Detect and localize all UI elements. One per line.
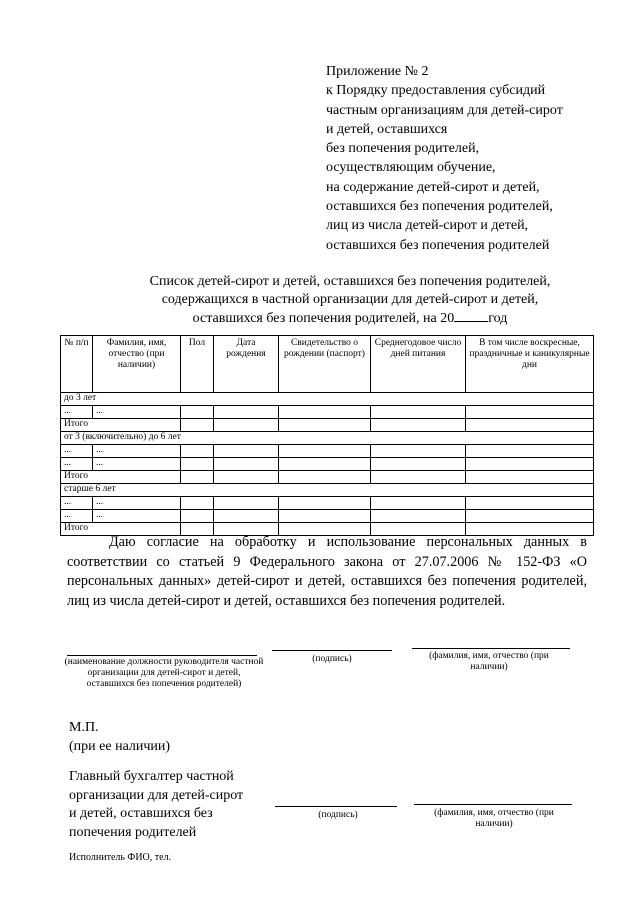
- table-section-row: [61, 432, 594, 445]
- position-line[interactable]: [67, 655, 257, 656]
- cell: [214, 510, 279, 523]
- header-holidays: В том числе воскресные, праздничные и каникулярные дни: [466, 336, 594, 393]
- header-days: Среднегодовое число дней питания: [371, 336, 466, 393]
- cell: [466, 497, 594, 510]
- accountant-line: попечения родителей: [69, 824, 197, 840]
- cell: [181, 445, 214, 458]
- title-line-3-prefix: оставшихся без попечения родителей, на 20: [192, 311, 455, 326]
- cell-num: ...: [61, 510, 93, 523]
- accountant-line: и детей, оставшихся без: [69, 806, 213, 821]
- document-title: [60, 273, 640, 328]
- header-cert: Свидетельство о рождении (паспорт): [279, 336, 371, 393]
- cell: [214, 419, 279, 432]
- cell: [214, 497, 279, 510]
- total-label: Итого: [61, 471, 181, 484]
- accountant-name-caption: (фамилия, имя, отчество (при наличии): [434, 808, 554, 829]
- cell-num: ...: [61, 458, 93, 471]
- cell: [371, 445, 466, 458]
- position-caption: (наименование должности руководителя частной организации для детей-сирот и детей, оставшихся без попечения родителей): [64, 657, 264, 689]
- appendix-block: [326, 62, 616, 255]
- signature-line[interactable]: [272, 650, 392, 651]
- cell: [279, 471, 371, 484]
- cell: [279, 419, 371, 432]
- cell: [214, 458, 279, 471]
- table-row: [61, 445, 594, 458]
- section-label: старше 6 лет: [61, 484, 594, 497]
- cell: [181, 471, 214, 484]
- table-row: [61, 406, 594, 419]
- cell: [279, 406, 371, 419]
- appendix-line: к Порядку предоставления субсидий: [326, 83, 546, 99]
- cell: [214, 445, 279, 458]
- name-caption: (фамилия, имя, отчество (при наличии): [429, 651, 549, 672]
- cell: [371, 497, 466, 510]
- children-table: [60, 335, 594, 536]
- cell: [371, 510, 466, 523]
- cell-name: ...: [93, 406, 181, 419]
- appendix-line: без попечения родителей,: [326, 141, 480, 157]
- cell: [181, 497, 214, 510]
- year-blank[interactable]: [454, 309, 488, 322]
- accountant-name-line[interactable]: [414, 804, 572, 805]
- accountant-block: [69, 768, 279, 842]
- stamp-block: [69, 718, 170, 756]
- cell: [466, 471, 594, 484]
- header-birth: Дата рождения: [214, 336, 279, 393]
- cell-name: ...: [93, 458, 181, 471]
- appendix-line: и детей, оставшихся: [326, 121, 448, 137]
- cell: [279, 445, 371, 458]
- table-row: [61, 458, 594, 471]
- cell: [214, 471, 279, 484]
- header-name: Фамилия, имя, отчество (при наличии): [93, 336, 181, 393]
- cell-name: ...: [93, 445, 181, 458]
- cell: [466, 458, 594, 471]
- total-label: Итого: [61, 523, 181, 536]
- cell: [181, 406, 214, 419]
- cell: [279, 458, 371, 471]
- cell: [279, 497, 371, 510]
- cell: [371, 406, 466, 419]
- accountant-line: Главный бухгалтер частной: [69, 769, 234, 784]
- consent-paragraph: [67, 533, 587, 611]
- appendix-line: на содержание детей-сирот и детей,: [326, 179, 540, 195]
- table-row: [61, 497, 594, 510]
- table-total-row: [61, 419, 594, 432]
- cell: [371, 419, 466, 432]
- cell: [466, 419, 594, 432]
- accountant-signature-caption: (подпись): [318, 810, 358, 820]
- appendix-line: оставшихся без попечения родителей: [326, 237, 550, 253]
- cell: [181, 510, 214, 523]
- appendix-line: осуществляющим обучение,: [326, 160, 496, 176]
- appendix-line: лиц из числа детей-сирот и детей,: [326, 218, 529, 234]
- title-line-3-suffix: год: [488, 311, 508, 326]
- appendix-line: частным организациям для детей-сирот: [326, 102, 563, 118]
- cell: [181, 458, 214, 471]
- title-line-3: [60, 309, 640, 328]
- cell: [214, 406, 279, 419]
- accountant-line: организации для детей-сирот: [69, 787, 244, 803]
- stamp-note: (при ее наличии): [69, 739, 171, 754]
- cell-name: ...: [93, 510, 181, 523]
- table-section-row: [61, 484, 594, 497]
- consent-text: Даю согласие на обработку и использование персональных данных в соответствии со статьей 9 Федерального закона от 27.07.2006 № 152-ФЗ «О персональных данных» детей-сирот и детей, оставшихся без попечения родителей, лиц из числа детей-сирот и детей, оставшихся без попечения родителей.: [67, 534, 587, 609]
- signature-caption: (подпись): [312, 654, 352, 664]
- cell: [181, 419, 214, 432]
- header-sex: Пол: [181, 336, 214, 393]
- cell: [466, 406, 594, 419]
- table-row: [61, 510, 594, 523]
- cell: [279, 510, 371, 523]
- section-label: до 3 лет: [61, 393, 594, 406]
- title-line-2: содержащихся в частной организации для детей-сирот и детей,: [161, 292, 539, 307]
- table-header-row: [61, 336, 594, 393]
- title-line-1: Список детей-сирот и детей, оставшихся без попечения родителей,: [149, 274, 551, 289]
- total-label: Итого: [61, 419, 181, 432]
- table-section-row: [61, 393, 594, 406]
- cell: [371, 471, 466, 484]
- stamp-mp: М.П.: [69, 720, 99, 735]
- table-total-row: [61, 471, 594, 484]
- section-label: от 3 (включительно) до 6 лет: [61, 432, 594, 445]
- appendix-line: Приложение № 2: [326, 64, 429, 79]
- executor-line: Исполнитель ФИО, тел.: [69, 852, 172, 863]
- cell: [466, 445, 594, 458]
- cell-num: ...: [61, 406, 93, 419]
- cell-num: ...: [61, 445, 93, 458]
- header-num: № п/п: [61, 336, 93, 393]
- cell-num: ...: [61, 497, 93, 510]
- appendix-line: оставшихся без попечения родителей,: [326, 199, 553, 215]
- cell-name: ...: [93, 497, 181, 510]
- accountant-signature-line[interactable]: [275, 806, 397, 807]
- name-line[interactable]: [412, 648, 570, 649]
- cell: [466, 510, 594, 523]
- cell: [371, 458, 466, 471]
